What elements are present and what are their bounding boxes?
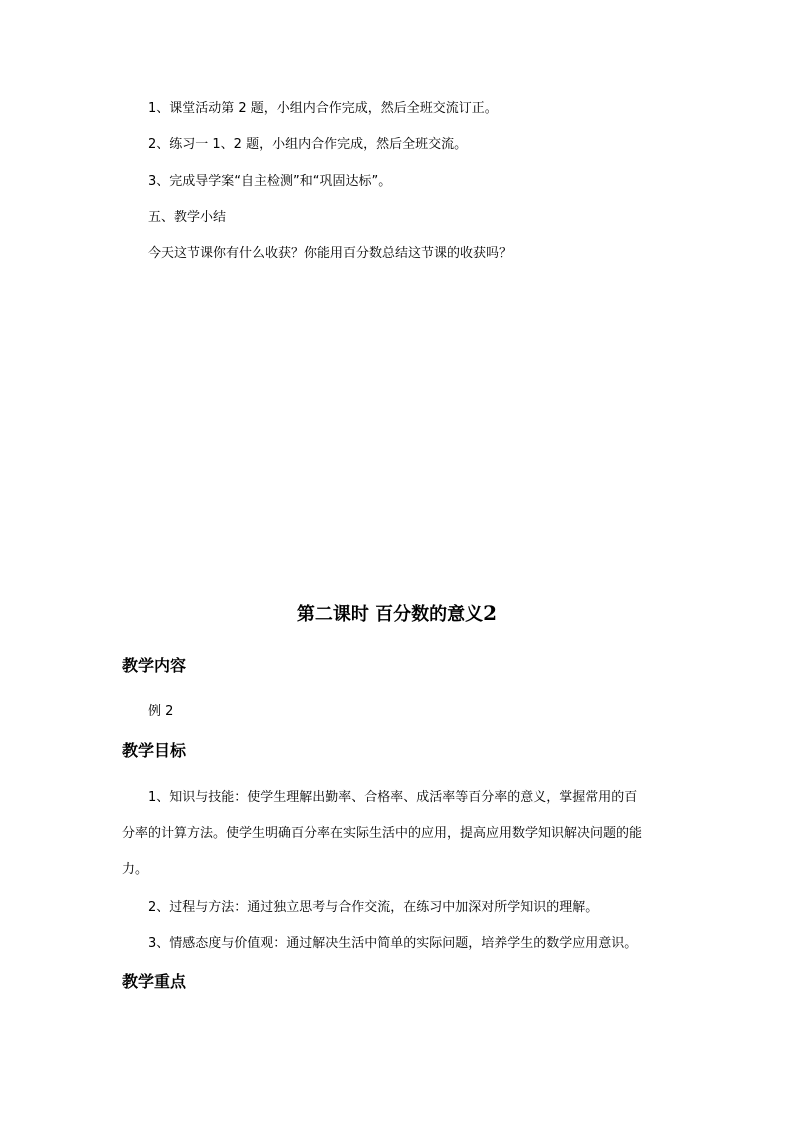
content-heading: 教学内容 [122, 656, 187, 675]
goals-heading: 教学目标 [122, 741, 187, 760]
lesson-title-text: 第二课时 百分数的意义 [296, 604, 484, 625]
activity-item-1: 1、课堂活动第 2 题，小组内合作完成，然后全班交流订正。 [148, 101, 498, 116]
activity-item-3: 3、完成导学案“自主检测”和“巩固达标”。 [148, 174, 392, 189]
goal-2: 2、过程与方法：通过独立思考与合作交流，在练习中加深对所学知识的理解。 [148, 900, 599, 915]
summary-question: 今天这节课你有什么收获？你能用百分数总结这节课的收获吗？ [148, 246, 513, 261]
goal-1-line-2: 分率的计算方法。使学生明确百分率在实际生活中的应用，提高应用数学知识解决问题的能 [122, 826, 643, 841]
lesson-title-number: 2 [483, 601, 498, 625]
focus-heading: 教学重点 [122, 972, 187, 991]
summary-heading: 五、教学小结 [148, 210, 227, 225]
activity-item-2: 2、练习一 1、2 题，小组内合作完成，然后全班交流。 [148, 137, 468, 152]
content-text: 例 2 [148, 704, 174, 719]
lesson-title [0, 600, 794, 628]
goal-1-line-1: 1、知识与技能：使学生理解出勤率、合格率、成活率等百分率的意义，掌握常用的百 [148, 790, 638, 805]
goal-3: 3、情感态度与价值观：通过解决生活中简单的实际问题，培养学生的数学应用意识。 [148, 936, 638, 951]
goal-1-line-3: 力。 [122, 862, 149, 877]
